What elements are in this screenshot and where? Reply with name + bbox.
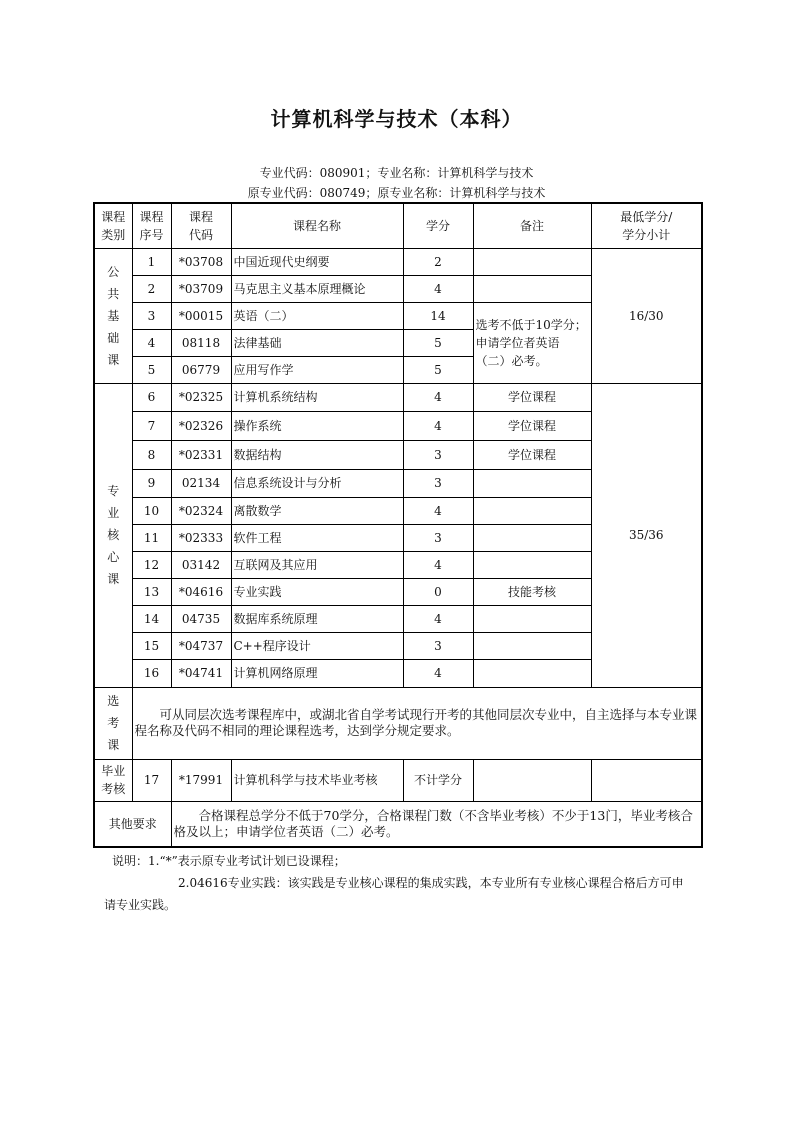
course-credit: 5 [403,329,473,356]
course-seq: 13 [132,578,171,605]
graduation-min-credit [591,759,702,801]
course-seq: 16 [132,659,171,687]
notes [104,850,712,916]
note-1: 说明：1.“*”表示原专业考试计划已设课程； [112,854,346,868]
other-requirements-row [94,801,702,847]
course-credit: 14 [403,302,473,329]
course-remark: 学位课程 [473,411,591,440]
course-name: 法律基础 [231,329,403,356]
core-min-credit: 35/36 [591,383,702,687]
course-remark: 学位课程 [473,440,591,469]
course-seq: 8 [132,440,171,469]
course-name: 数据库系统原理 [231,605,403,632]
course-credit: 4 [403,605,473,632]
course-code: *03709 [171,275,231,302]
course-name: 离散数学 [231,497,403,524]
course-seq: 4 [132,329,171,356]
course-seq: 2 [132,275,171,302]
other-requirements-text: 合格课程总学分不低于70学分，合格课程门数（不含毕业考核）不少于13门，毕业考核合格及以上；申请学位者英语（二）必考。 [171,801,702,847]
course-name: 英语（二） [231,302,403,329]
graduation-row [94,759,702,801]
course-name: C++程序设计 [231,632,403,659]
note-2: 2.04616专业实践：该实践是专业核心课程的集成实践，本专业所有专业核心课程合格后方可申 [178,876,684,890]
graduation-credit: 不计学分 [403,759,473,801]
public-min-credit: 16/30 [591,248,702,383]
course-seq: 1 [132,248,171,275]
header-name: 课程名称 [231,203,403,248]
header-seq: 课程序号 [132,203,171,248]
course-credit: 3 [403,524,473,551]
header-min-credit: 最低学分/学分小计 [591,203,702,248]
elective-row [94,687,702,759]
course-remark: 学位课程 [473,383,591,411]
course-name: 计算机网络原理 [231,659,403,687]
course-seq: 5 [132,356,171,383]
note-2-continued: 请专业实践。 [104,898,177,912]
graduation-name: 计算机科学与技术毕业考核 [231,759,403,801]
course-seq: 12 [132,551,171,578]
course-seq: 15 [132,632,171,659]
graduation-seq: 17 [132,759,171,801]
header-credit: 学分 [403,203,473,248]
header-remark: 备注 [473,203,591,248]
table-header-row [94,203,702,248]
course-remark [473,659,591,687]
header-category: 课程类别 [94,203,132,248]
elective-description: 可从同层次选考课程库中，或湖北省自学考试现行开考的其他同层次专业中，自主选择与本专业课程名称及代码不相同的理论课程选考，达到学分规定要求。 [132,687,702,759]
course-code: 08118 [171,329,231,356]
course-name: 中国近现代史纲要 [231,248,403,275]
course-remark: 技能考核 [473,578,591,605]
course-code: 04735 [171,605,231,632]
major-code-line: 专业代码：080901；专业名称：计算机科学与技术 [259,166,534,180]
course-credit: 2 [403,248,473,275]
course-credit: 3 [403,440,473,469]
course-remark [473,275,591,302]
header-code: 课程代码 [171,203,231,248]
course-credit: 4 [403,551,473,578]
course-credit: 4 [403,411,473,440]
course-remark [473,524,591,551]
course-plan-table [93,202,703,848]
course-code: *02326 [171,411,231,440]
course-code: *03708 [171,248,231,275]
table-row [94,383,702,411]
course-name: 专业实践 [231,578,403,605]
course-code: *04616 [171,578,231,605]
course-code: 03142 [171,551,231,578]
course-name: 操作系统 [231,411,403,440]
course-remark [473,497,591,524]
group-core: 专业核心课 [94,383,132,687]
course-code: *04741 [171,659,231,687]
course-code: *02324 [171,497,231,524]
course-remark [473,605,591,632]
course-credit: 5 [403,356,473,383]
course-remark [473,469,591,497]
course-name: 应用写作学 [231,356,403,383]
course-code: *02331 [171,440,231,469]
course-name: 计算机系统结构 [231,383,403,411]
course-code: *00015 [171,302,231,329]
course-seq: 7 [132,411,171,440]
graduation-remark [473,759,591,801]
course-name: 互联网及其应用 [231,551,403,578]
course-remark [473,248,591,275]
group-other: 其他要求 [94,801,171,847]
course-name: 信息系统设计与分析 [231,469,403,497]
course-seq: 10 [132,497,171,524]
course-remark [473,632,591,659]
group-elective: 选考课 [94,687,132,759]
public-remark: 选考不低于10学分；申请学位者英语（二）必考。 [473,302,591,383]
course-code: *04737 [171,632,231,659]
course-name: 数据结构 [231,440,403,469]
table-row [94,248,702,275]
page-title: 计算机科学与技术（本科） [270,107,523,131]
course-seq: 14 [132,605,171,632]
course-code: 06779 [171,356,231,383]
course-code: *02325 [171,383,231,411]
course-credit: 4 [403,275,473,302]
course-credit: 0 [403,578,473,605]
group-public-basic: 公共基础课 [94,248,132,383]
course-name: 软件工程 [231,524,403,551]
course-seq: 6 [132,383,171,411]
course-seq: 11 [132,524,171,551]
course-credit: 4 [403,383,473,411]
course-credit: 3 [403,469,473,497]
course-name: 马克思主义基本原理概论 [231,275,403,302]
course-seq: 9 [132,469,171,497]
course-code: *02333 [171,524,231,551]
original-major-code-line: 原专业代码：080749；原专业名称：计算机科学与技术 [247,186,546,200]
course-code: 02134 [171,469,231,497]
course-credit: 3 [403,632,473,659]
group-graduation: 毕业考核 [94,759,132,801]
course-remark [473,551,591,578]
course-credit: 4 [403,497,473,524]
course-credit: 4 [403,659,473,687]
course-seq: 3 [132,302,171,329]
graduation-code: *17991 [171,759,231,801]
